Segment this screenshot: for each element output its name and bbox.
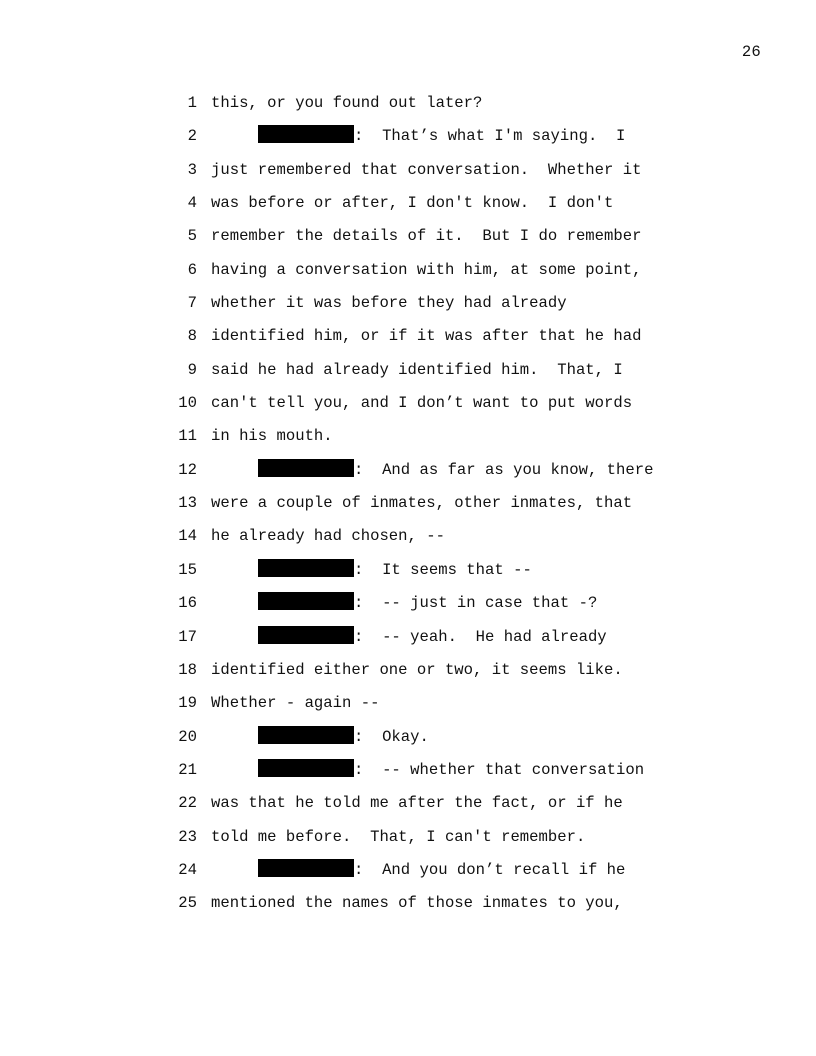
- redaction-block: [258, 125, 354, 143]
- line-content: : Okay.: [354, 727, 429, 746]
- line-content: just remembered that conversation. Whether it: [211, 160, 642, 179]
- line-content: can't tell you, and I don’t want to put words: [211, 394, 633, 413]
- speaker-line-text: [258, 754, 644, 787]
- transcript-line: [170, 120, 770, 153]
- line-number: 12: [178, 460, 197, 479]
- line-content: identified him, or if it was after that he had: [211, 327, 642, 346]
- transcript-line: [170, 320, 770, 353]
- transcript-line: [170, 287, 770, 320]
- line-number: 18: [178, 660, 197, 679]
- transcript-line: [170, 687, 770, 720]
- transcript-line: [170, 387, 770, 420]
- line-text: [211, 154, 641, 187]
- line-content: whether it was before they had already: [211, 294, 567, 313]
- line-content: remember the details of it. But I do remember: [211, 227, 642, 246]
- line-text: [211, 254, 641, 287]
- speaker-line-text: [258, 721, 429, 754]
- line-number: 16: [178, 594, 197, 613]
- redaction-block: [258, 459, 354, 477]
- transcript-body: [170, 87, 770, 921]
- line-number: 3: [187, 160, 197, 179]
- line-number: 14: [178, 527, 197, 546]
- line-number: 1: [187, 94, 197, 112]
- line-number: 19: [178, 694, 197, 713]
- line-number: 17: [178, 627, 197, 646]
- transcript-line: [170, 654, 770, 687]
- line-content: mentioned the names of those inmates to you,: [211, 894, 623, 913]
- line-content: was before or after, I don't know. I don't: [211, 194, 614, 213]
- line-text: [211, 654, 623, 687]
- line-content: he already had chosen, --: [211, 527, 445, 546]
- redaction-block: [258, 626, 354, 644]
- line-number: 24: [178, 860, 197, 879]
- line-text: [211, 187, 613, 220]
- line-number: 20: [178, 727, 197, 746]
- line-text: [211, 354, 623, 387]
- speaker-line-text: [258, 454, 653, 487]
- transcript-line: [170, 187, 770, 220]
- line-content: having a conversation with him, at some point,: [211, 260, 642, 279]
- line-content: Whether - again --: [211, 694, 380, 713]
- redaction-block: [258, 726, 354, 744]
- line-text: [211, 821, 585, 854]
- line-number: 5: [187, 227, 197, 246]
- line-content: told me before. That, I can't remember.: [211, 827, 586, 846]
- transcript-line: [170, 220, 770, 253]
- line-content: : -- whether that conversation: [354, 760, 645, 779]
- line-text: [211, 487, 632, 520]
- transcript-line: [170, 887, 770, 920]
- line-content: identified either one or two, it seems like.: [211, 660, 623, 679]
- line-content: : -- just in case that -?: [354, 594, 598, 613]
- page-number: 26: [741, 43, 761, 61]
- line-number: 22: [178, 794, 197, 813]
- line-content: were a couple of inmates, other inmates, that: [211, 494, 633, 513]
- redaction-block: [258, 759, 354, 777]
- line-text: [211, 320, 641, 353]
- line-number: 25: [178, 894, 197, 913]
- line-text: [211, 287, 567, 320]
- line-content: this, or you found out later?: [211, 94, 483, 112]
- speaker-line-text: [258, 587, 597, 620]
- speaker-line-text: [258, 854, 625, 887]
- transcript-line: [170, 554, 770, 587]
- line-content: : That’s what I'm saying. I: [354, 127, 626, 146]
- transcript-line: [170, 520, 770, 553]
- transcript-line: [170, 420, 770, 453]
- speaker-line-text: [258, 621, 607, 654]
- line-text: [211, 887, 623, 920]
- line-content: said he had already identified him. That, I: [211, 360, 623, 379]
- line-text: [211, 420, 333, 453]
- transcript-line: [170, 354, 770, 387]
- line-number: 15: [178, 560, 197, 579]
- transcript-line: [170, 87, 770, 120]
- transcript-line: [170, 154, 770, 187]
- line-content: in his mouth.: [211, 427, 333, 446]
- line-number: 10: [178, 394, 197, 413]
- line-number: 6: [187, 260, 197, 279]
- transcript-line: [170, 854, 770, 887]
- transcript-line: [170, 721, 770, 754]
- line-number: 11: [178, 427, 197, 446]
- line-content: : -- yeah. He had already: [354, 627, 607, 646]
- line-content: was that he told me after the fact, or if he: [211, 794, 623, 813]
- line-number: 2: [187, 127, 197, 146]
- transcript-line: [170, 454, 770, 487]
- line-number: 9: [187, 360, 197, 379]
- line-text: [211, 387, 632, 420]
- line-text: [211, 87, 482, 120]
- line-number: 13: [178, 494, 197, 513]
- line-number: 23: [178, 827, 197, 846]
- line-content: : And you don’t recall if he: [354, 860, 626, 879]
- transcript-line: [170, 587, 770, 620]
- line-text: [211, 520, 445, 553]
- transcript-line: [170, 621, 770, 654]
- redaction-block: [258, 559, 354, 577]
- transcript-line: [170, 821, 770, 854]
- transcript-line: [170, 487, 770, 520]
- line-text: [211, 687, 379, 720]
- line-text: [211, 787, 623, 820]
- redaction-block: [258, 592, 354, 610]
- line-number: 4: [187, 194, 197, 213]
- redaction-block: [258, 859, 354, 877]
- line-text: [211, 220, 641, 253]
- speaker-line-text: [258, 120, 625, 153]
- line-number: 8: [187, 327, 197, 346]
- transcript-line: [170, 254, 770, 287]
- line-number: 21: [178, 760, 197, 779]
- transcript-line: [170, 787, 770, 820]
- transcript-line: [170, 754, 770, 787]
- line-content: : It seems that --: [354, 560, 532, 579]
- line-number: 7: [187, 294, 197, 313]
- line-content: : And as far as you know, there: [354, 460, 654, 479]
- speaker-line-text: [258, 554, 532, 587]
